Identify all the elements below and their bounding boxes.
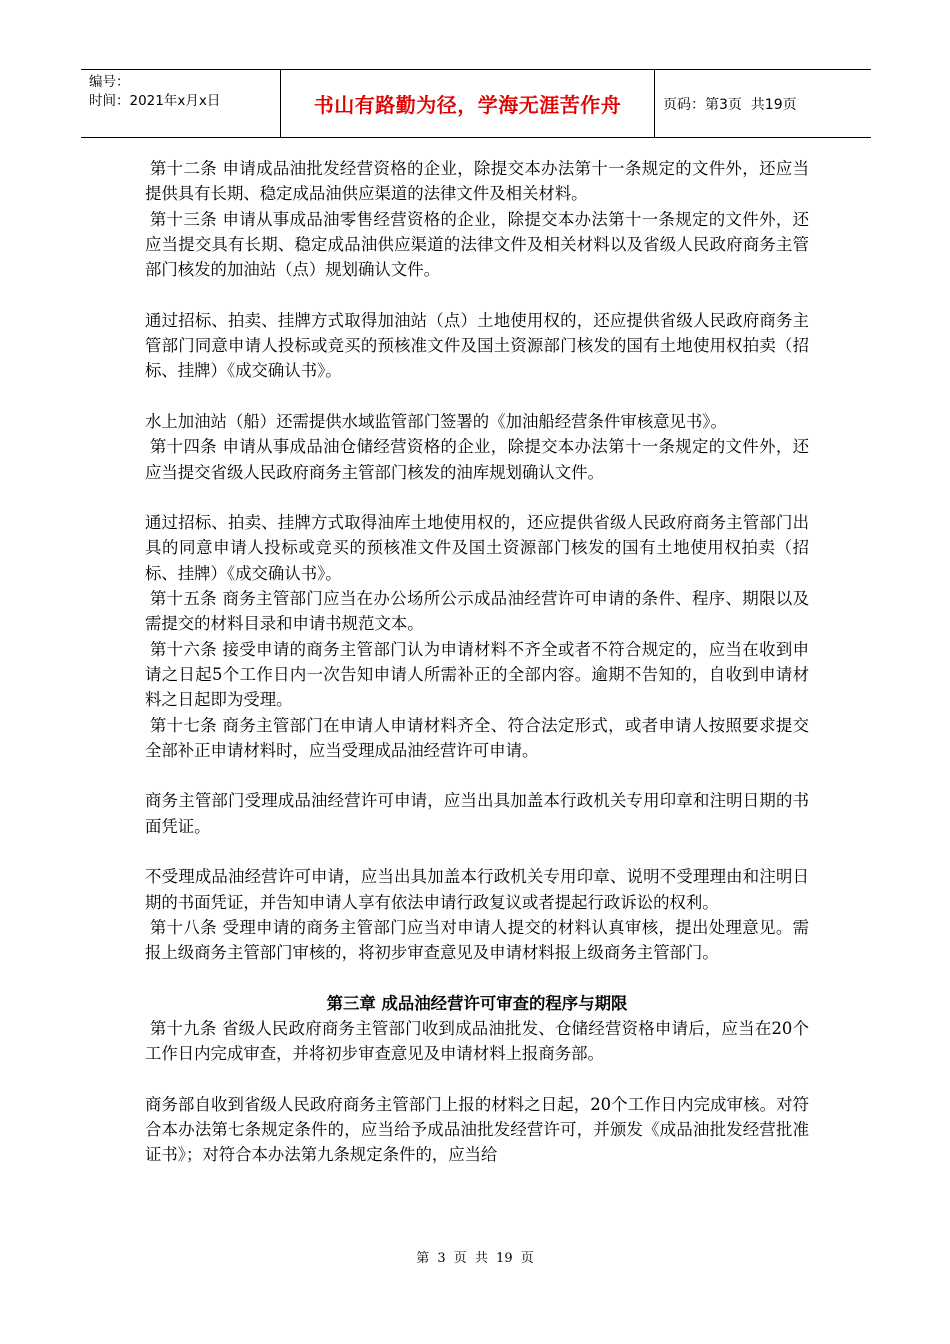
- body-paragraph: 通过招标、拍卖、挂牌方式取得加油站（点）土地使用权的，还应提供省级人民政府商务主管部门同意申请人投标或竞买的预核准文件及国土资源部门核发的国有土地使用权拍卖（招标、挂牌）《成交确认书》。: [145, 310, 809, 381]
- body-paragraph: 商务主管部门受理成品油经营许可申请，应当出具加盖本行政机关专用印章和注明日期的书面凭证。: [145, 791, 809, 836]
- header-motto: 书山有路勤为径，学海无涯苦作舟: [281, 70, 655, 137]
- article-paragraph: 第十七条 商务主管部门在申请人申请材料齐全、符合法定形式，或者申请人按照要求提交全部补正申请材料时，应当受理成品油经营许可申请。: [145, 715, 809, 760]
- header-page-info: 页码：第3页 共19页: [663, 96, 797, 113]
- article-paragraph: 第十四条 申请从事成品油仓储经营资格的企业，除提交本办法第十一条规定的文件外，还应当提交省级人民政府商务主管部门核发的油库规划确认文件。: [145, 437, 809, 482]
- header-date: 时间：2021年x月x日: [89, 93, 221, 109]
- page-header: [81, 69, 871, 138]
- body-paragraph: 通过招标、拍卖、挂牌方式取得油库土地使用权的，还应提供省级人民政府商务主管部门出具的同意申请人投标或竞买的预核准文件及国土资源部门核发的国有土地使用权拍卖（招标、挂牌）《成交确认书》。: [145, 513, 809, 583]
- body-paragraph: 水上加油站（船）还需提供水域监管部门签署的《加油船经营条件审核意见书》。: [145, 411, 727, 431]
- header-meta: [81, 70, 281, 137]
- paragraph-group-2: [145, 1016, 809, 1168]
- chapter-title: 第三章 成品油经营许可审查的程序与期限: [326, 993, 628, 1013]
- header-number: 编号：: [89, 74, 130, 90]
- article-paragraph: 第十六条 接受申请的商务主管部门认为申请材料不齐全或者不符合规定的，应当在收到申请之日起5个工作日内一次告知申请人所需补正的全部内容。逾期不告知的，自收到申请材料之日起即为受理。: [145, 639, 809, 710]
- article-paragraph: 第十三条 申请从事成品油零售经营资格的企业，除提交本办法第十一条规定的文件外，还应当提交具有长期、稳定成品油供应渠道的法律文件及相关材料以及省级人民政府商务主管部门核发的加油站（点）规划确认文件。: [145, 209, 809, 280]
- paragraph-group-1: [145, 156, 809, 966]
- article-paragraph: 第十二条 申请成品油批发经营资格的企业，除提交本办法第十一条规定的文件外，还应当提供具有长期、稳定成品油供应渠道的法律文件及相关材料。: [145, 159, 809, 204]
- document-body: [145, 156, 809, 1168]
- article-paragraph: 第十五条 商务主管部门应当在办公场所公示成品油经营许可申请的条件、程序、期限以及需提交的材料目录和申请书规范文本。: [145, 589, 809, 634]
- article-paragraph: 第十九条 省级人民政府商务主管部门收到成品油批发、仓储经营资格申请后，应当在20个工作日内完成审查，并将初步审查意见及申请材料上报商务部。: [145, 1018, 809, 1064]
- article-paragraph: 第十八条 受理申请的商务主管部门应当对申请人提交的材料认真审核，提出处理意见。需报上级商务主管部门审核的，将初步审查意见及申请材料报上级商务主管部门。: [145, 917, 809, 963]
- body-paragraph: 商务部自收到省级人民政府商务主管部门上报的材料之日起，20个工作日内完成审核。对符合本办法第七条规定条件的，应当给予成品油批发经营许可，并颁发《成品油批发经营批准证书》；对符合本办法第九条规定条件的，应当给: [145, 1094, 809, 1165]
- body-paragraph: 不受理成品油经营许可申请，应当出具加盖本行政机关专用印章、说明不受理理由和注明日期的书面凭证，并告知申请人享有依法申请行政复议或者提起行政诉讼的权利。: [145, 867, 809, 912]
- page-footer: 第 3 页 共 19 页: [416, 1251, 534, 1266]
